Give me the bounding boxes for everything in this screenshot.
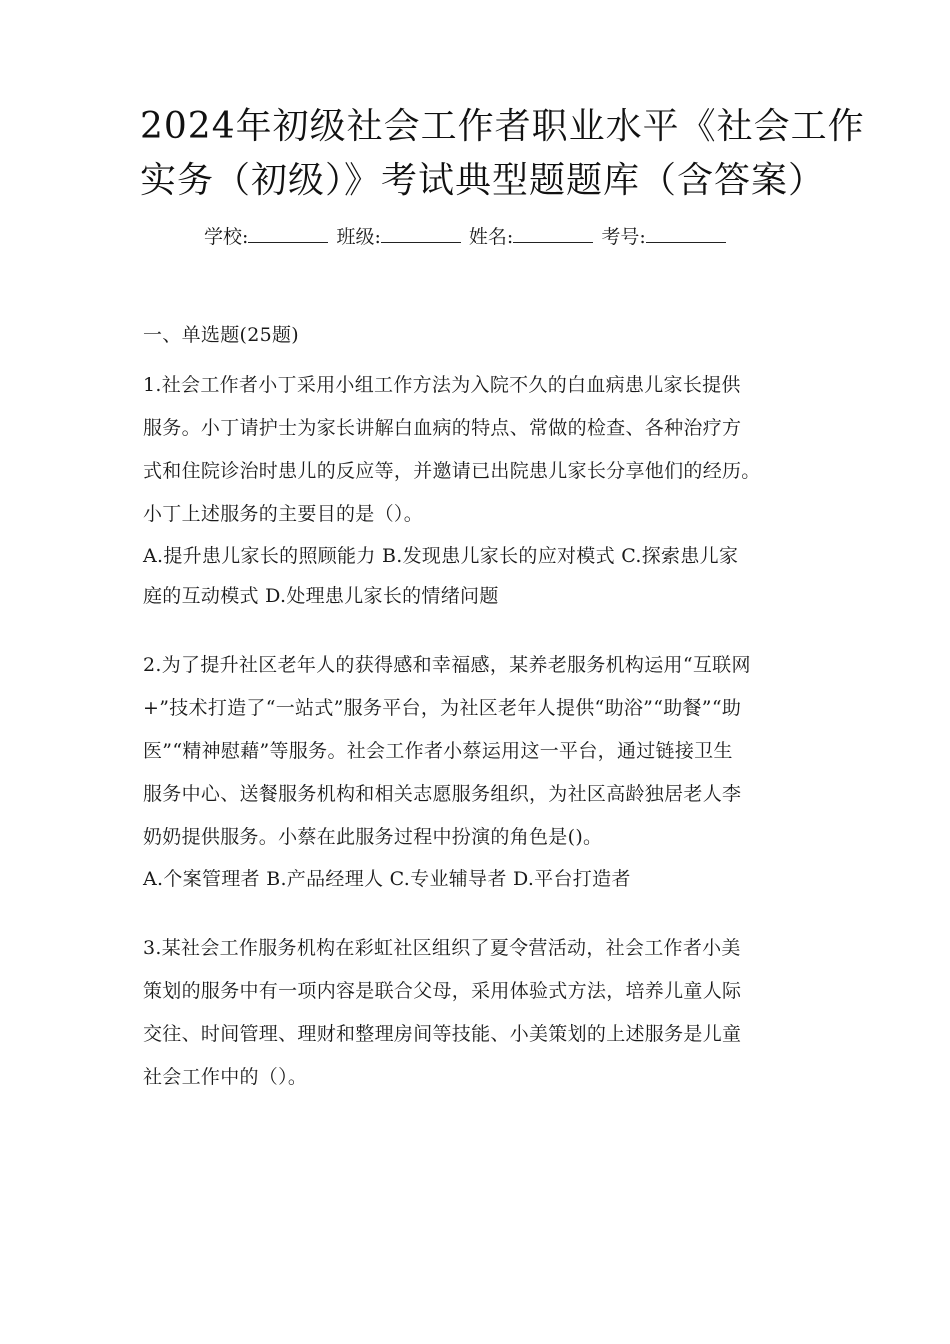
question-line: 策划的服务中有一项内容是联合父母，采用体验式方法，培养儿童人际 xyxy=(143,980,742,1002)
question-line: 社会工作中的（）。 xyxy=(143,1066,308,1088)
question-line: 3.某社会工作服务机构在彩虹社区组织了夏令营活动，社会工作者小美 xyxy=(143,937,741,959)
question-line: 2.为了提升社区老年人的获得感和幸福感，某养老服务机构运用“互联网 xyxy=(143,654,751,676)
question-line: 服务。小丁请护士为家长讲解白血病的特点、常做的检查、各种治疗方 xyxy=(143,417,742,439)
question-line: +”技术打造了“一站式”服务平台，为社区老年人提供“助浴”“助餐”“助 xyxy=(143,697,742,719)
question-line: 奶奶提供服务。小蔡在此服务过程中扮演的角色是()。 xyxy=(143,826,603,848)
question-line: 交往、时间管理、理财和整理房间等技能、小美策划的上述服务是儿童 xyxy=(143,1023,742,1045)
school-blank[interactable] xyxy=(248,224,328,243)
option-line: A.个案管理者 B.产品经理人 C.专业辅导者 D.平台打造者 xyxy=(143,868,631,890)
option-line: 庭的互动模式 D.处理患儿家长的情绪问题 xyxy=(143,585,499,607)
question-body xyxy=(143,318,815,1099)
question-line: 服务中心、送餐服务机构和相关志愿服务组织，为社区高龄独居老人李 xyxy=(143,783,742,805)
school-label: 学校: xyxy=(204,226,249,248)
question-line: 小丁上述服务的主要目的是（）。 xyxy=(143,503,424,525)
name-label: 姓名: xyxy=(468,226,514,248)
name-blank[interactable] xyxy=(513,224,593,243)
question-spacer xyxy=(143,899,815,927)
class-blank[interactable] xyxy=(381,224,461,243)
question-line: 医”“精神慰藉”等服务。社会工作者小蔡运用这一平台，通过链接卫生 xyxy=(143,740,733,762)
option-line: A.提升患儿家长的照顾能力 B.发现患儿家长的应对模式 C.探索患儿家 xyxy=(143,545,739,567)
title-line-2: 实务（初级）》考试典型题题库（含答案） xyxy=(140,160,826,201)
exam-number-label: 考号: xyxy=(601,226,646,248)
student-info-fields xyxy=(204,222,728,252)
question-line: 式和住院诊治时患儿的反应等，并邀请已出院患儿家长分享他们的经历。 xyxy=(143,460,761,482)
question-2 xyxy=(143,644,815,899)
question-spacer xyxy=(143,616,815,644)
exam-number-blank[interactable] xyxy=(646,224,726,243)
section-heading: 一、单选题(25题) xyxy=(143,324,300,346)
question-line: 1.社会工作者小丁采用小组工作方法为入院不久的白血病患儿家长提供 xyxy=(143,374,741,396)
class-label: 班级: xyxy=(336,226,381,248)
question-3 xyxy=(143,927,815,1099)
question-1 xyxy=(143,364,815,616)
document-title xyxy=(140,100,865,208)
title-line-1: 2024年初级社会工作者职业水平《社会工作 xyxy=(140,106,865,147)
